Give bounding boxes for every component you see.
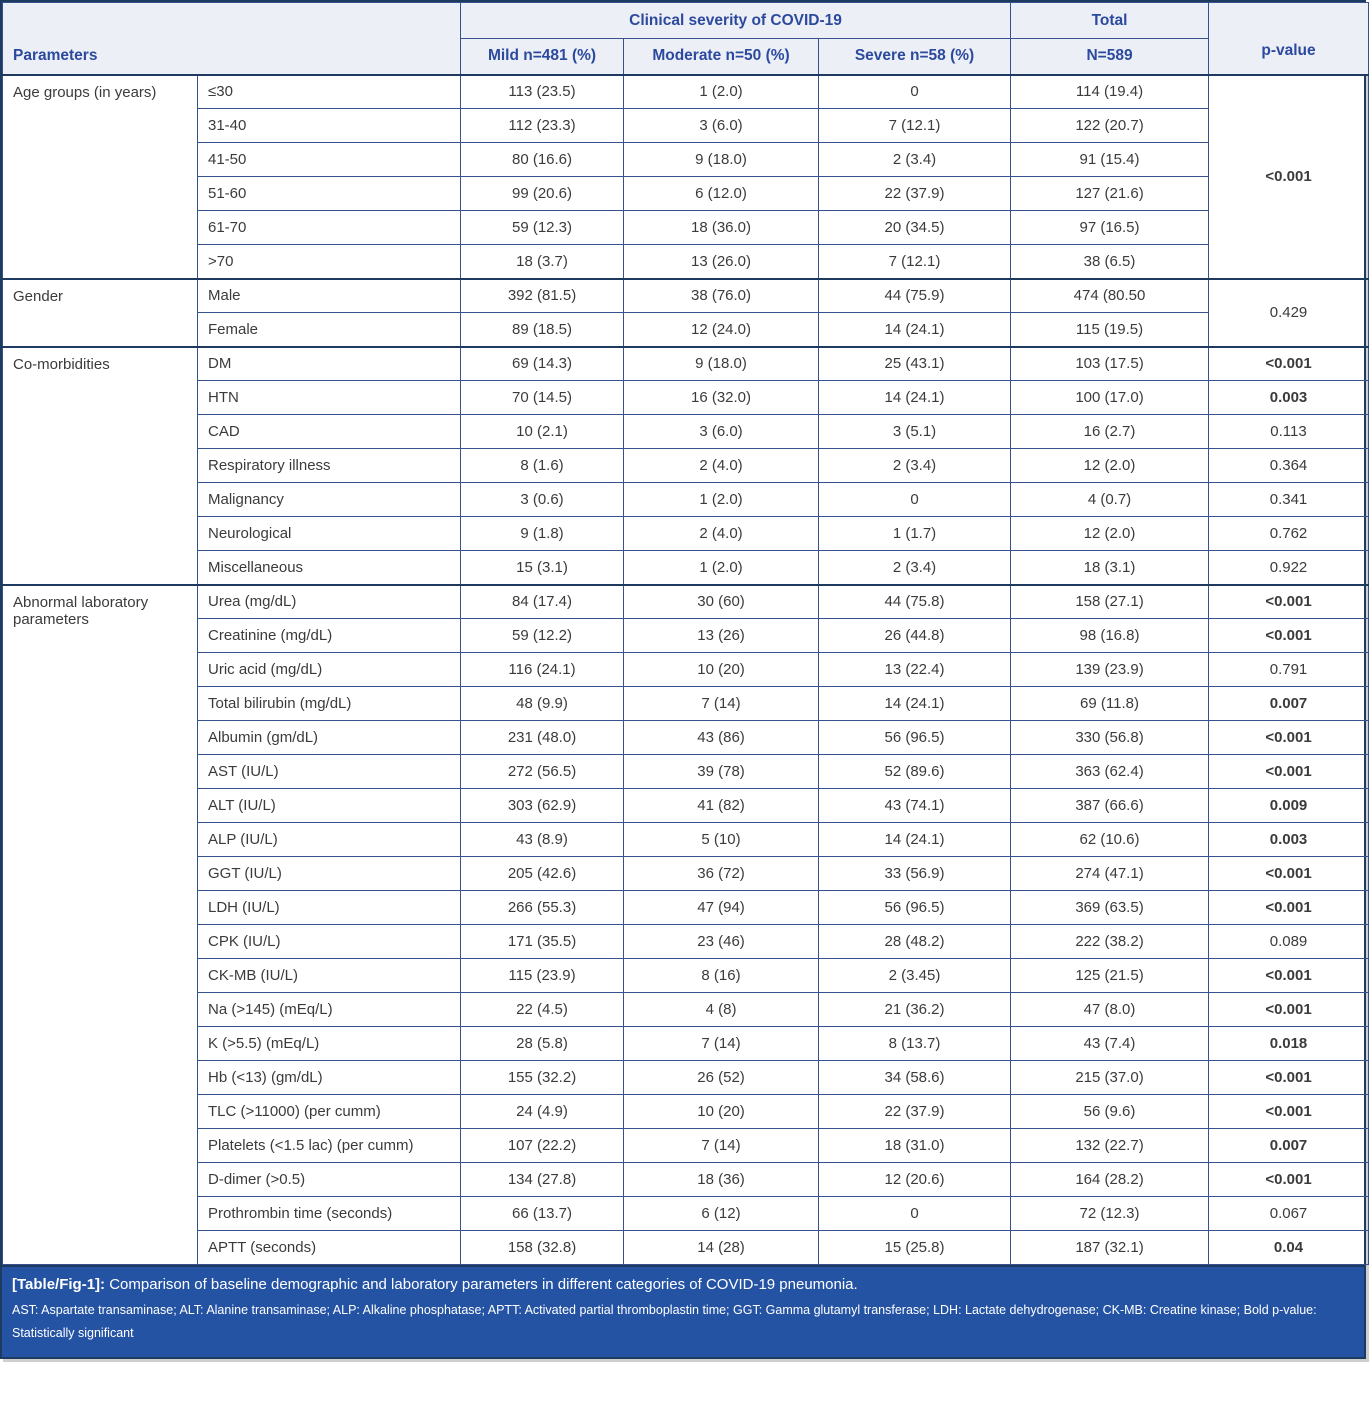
parameter-label: >70 [198, 245, 461, 279]
moderate-value: 43 (86) [624, 721, 819, 755]
severe-value: 2 (3.4) [819, 551, 1011, 585]
pvalue: 0.113 [1209, 415, 1369, 449]
table-caption [12, 1276, 1354, 1293]
total-value: 12 (2.0) [1011, 449, 1209, 483]
table-row [3, 347, 1369, 381]
moderate-value: 13 (26) [624, 619, 819, 653]
pvalue: <0.001 [1209, 959, 1369, 993]
severe-value: 44 (75.9) [819, 279, 1011, 313]
moderate-value: 7 (14) [624, 1129, 819, 1163]
total-value: 115 (19.5) [1011, 313, 1209, 347]
moderate-value: 18 (36) [624, 1163, 819, 1197]
total-value: 4 (0.7) [1011, 483, 1209, 517]
total-value: 47 (8.0) [1011, 993, 1209, 1027]
moderate-value: 26 (52) [624, 1061, 819, 1095]
severe-value: 14 (24.1) [819, 381, 1011, 415]
pvalue: 0.341 [1209, 483, 1369, 517]
pvalue: <0.001 [1209, 1061, 1369, 1095]
parameter-label: Miscellaneous [198, 551, 461, 585]
pvalue: <0.001 [1209, 1095, 1369, 1129]
moderate-value: 12 (24.0) [624, 313, 819, 347]
mild-value: 80 (16.6) [461, 143, 624, 177]
parameter-group-label: Co-morbidities [3, 347, 198, 585]
table-row [3, 789, 1369, 823]
severe-value: 13 (22.4) [819, 653, 1011, 687]
parameter-label: Uric acid (mg/dL) [198, 653, 461, 687]
parameter-label: Platelets (<1.5 lac) (per cumm) [198, 1129, 461, 1163]
severe-value: 25 (43.1) [819, 347, 1011, 381]
moderate-column-header: Moderate n=50 (%) [624, 39, 819, 75]
severe-value: 22 (37.9) [819, 1095, 1011, 1129]
parameter-label: Albumin (gm/dL) [198, 721, 461, 755]
mild-value: 24 (4.9) [461, 1095, 624, 1129]
total-value: 330 (56.8) [1011, 721, 1209, 755]
mild-value: 66 (13.7) [461, 1197, 624, 1231]
moderate-value: 16 (32.0) [624, 381, 819, 415]
severe-value: 7 (12.1) [819, 109, 1011, 143]
parameter-label: Male [198, 279, 461, 313]
moderate-value: 10 (20) [624, 653, 819, 687]
total-value: 139 (23.9) [1011, 653, 1209, 687]
pvalue: 0.009 [1209, 789, 1369, 823]
severe-value: 14 (24.1) [819, 313, 1011, 347]
table-row [3, 143, 1369, 177]
moderate-value: 47 (94) [624, 891, 819, 925]
table-row [3, 415, 1369, 449]
severe-value: 14 (24.1) [819, 823, 1011, 857]
total-value: 56 (9.6) [1011, 1095, 1209, 1129]
moderate-value: 7 (14) [624, 687, 819, 721]
moderate-value: 3 (6.0) [624, 415, 819, 449]
total-value: 164 (28.2) [1011, 1163, 1209, 1197]
parameter-label: GGT (IU/L) [198, 857, 461, 891]
severe-value: 22 (37.9) [819, 177, 1011, 211]
total-header: Total [1011, 3, 1209, 39]
table-row [3, 959, 1369, 993]
moderate-value: 8 (16) [624, 959, 819, 993]
pvalue: 0.04 [1209, 1231, 1369, 1265]
pvalue: 0.922 [1209, 551, 1369, 585]
mild-column-header: Mild n=481 (%) [461, 39, 624, 75]
severe-value: 0 [819, 483, 1011, 517]
mild-value: 158 (32.8) [461, 1231, 624, 1265]
severe-value: 8 (13.7) [819, 1027, 1011, 1061]
severe-value: 0 [819, 1197, 1011, 1231]
total-value: 114 (19.4) [1011, 75, 1209, 109]
moderate-value: 6 (12) [624, 1197, 819, 1231]
severe-value: 33 (56.9) [819, 857, 1011, 891]
mild-value: 8 (1.6) [461, 449, 624, 483]
table-row [3, 211, 1369, 245]
moderate-value: 10 (20) [624, 1095, 819, 1129]
table-row [3, 1095, 1369, 1129]
moderate-value: 7 (14) [624, 1027, 819, 1061]
parameter-label: D-dimer (>0.5) [198, 1163, 461, 1197]
parameter-label: 61-70 [198, 211, 461, 245]
parameter-label: CK-MB (IU/L) [198, 959, 461, 993]
mild-value: 10 (2.1) [461, 415, 624, 449]
table-header [3, 3, 1369, 75]
table-row [3, 279, 1369, 313]
mild-value: 22 (4.5) [461, 993, 624, 1027]
parameter-label: Urea (mg/dL) [198, 585, 461, 619]
table-row [3, 449, 1369, 483]
parameter-label: APTT (seconds) [198, 1231, 461, 1265]
table-caption-label: [Table/Fig-1]: [12, 1276, 106, 1293]
severe-value: 15 (25.8) [819, 1231, 1011, 1265]
table-row [3, 109, 1369, 143]
moderate-value: 39 (78) [624, 755, 819, 789]
table-row [3, 177, 1369, 211]
mild-value: 59 (12.3) [461, 211, 624, 245]
total-value: 387 (66.6) [1011, 789, 1209, 823]
table-row [3, 517, 1369, 551]
mild-value: 48 (9.9) [461, 687, 624, 721]
total-value: 18 (3.1) [1011, 551, 1209, 585]
severe-value: 0 [819, 75, 1011, 109]
total-value: 91 (15.4) [1011, 143, 1209, 177]
moderate-value: 41 (82) [624, 789, 819, 823]
pvalue: 0.791 [1209, 653, 1369, 687]
pvalue: 0.364 [1209, 449, 1369, 483]
mild-value: 70 (14.5) [461, 381, 624, 415]
pvalue: <0.001 [1209, 857, 1369, 891]
pvalue: <0.001 [1209, 75, 1369, 279]
parameter-label: Respiratory illness [198, 449, 461, 483]
parameter-label: Creatinine (mg/dL) [198, 619, 461, 653]
mild-value: 43 (8.9) [461, 823, 624, 857]
severe-value: 28 (48.2) [819, 925, 1011, 959]
severe-value: 56 (96.5) [819, 721, 1011, 755]
mild-value: 272 (56.5) [461, 755, 624, 789]
abbreviations-note: AST: Aspartate transaminase; ALT: Alanine transaminase; ALP: Alkaline phosphatase; APTT: Activated partial thromboplastin time; GGT: Gamma glutamyl transferase; LDH: Lactate dehydrogenase; CK-MB: Creatine kinase; Bold p-value: Statistically significant [12, 1303, 1317, 1341]
severe-value: 1 (1.7) [819, 517, 1011, 551]
table-row [3, 1129, 1369, 1163]
severe-value: 20 (34.5) [819, 211, 1011, 245]
table-row [3, 721, 1369, 755]
total-value: 16 (2.7) [1011, 415, 1209, 449]
mild-value: 392 (81.5) [461, 279, 624, 313]
mild-value: 84 (17.4) [461, 585, 624, 619]
moderate-value: 4 (8) [624, 993, 819, 1027]
moderate-value: 2 (4.0) [624, 517, 819, 551]
table-row [3, 653, 1369, 687]
table-row [3, 755, 1369, 789]
total-value: 274 (47.1) [1011, 857, 1209, 891]
severe-value: 26 (44.8) [819, 619, 1011, 653]
mild-value: 112 (23.3) [461, 109, 624, 143]
total-value: 97 (16.5) [1011, 211, 1209, 245]
moderate-value: 14 (28) [624, 1231, 819, 1265]
severe-value: 52 (89.6) [819, 755, 1011, 789]
pvalue: 0.003 [1209, 823, 1369, 857]
total-value: 98 (16.8) [1011, 619, 1209, 653]
parameter-label: HTN [198, 381, 461, 415]
severe-value: 56 (96.5) [819, 891, 1011, 925]
parameter-label: ALP (IU/L) [198, 823, 461, 857]
moderate-value: 1 (2.0) [624, 75, 819, 109]
table-row [3, 619, 1369, 653]
total-value: 38 (6.5) [1011, 245, 1209, 279]
parameter-label: ≤30 [198, 75, 461, 109]
header-row-1 [3, 3, 1369, 39]
table-row [3, 75, 1369, 109]
comparison-table [2, 2, 1369, 1265]
table-row [3, 245, 1369, 279]
severe-value: 34 (58.6) [819, 1061, 1011, 1095]
table-body [3, 75, 1369, 1265]
mild-value: 303 (62.9) [461, 789, 624, 823]
total-value: 158 (27.1) [1011, 585, 1209, 619]
mild-value: 231 (48.0) [461, 721, 624, 755]
severe-column-header: Severe n=58 (%) [819, 39, 1011, 75]
mild-value: 171 (35.5) [461, 925, 624, 959]
total-value: 100 (17.0) [1011, 381, 1209, 415]
table-row [3, 1231, 1369, 1265]
severe-value: 12 (20.6) [819, 1163, 1011, 1197]
mild-value: 99 (20.6) [461, 177, 624, 211]
table-row [3, 687, 1369, 721]
severe-value: 3 (5.1) [819, 415, 1011, 449]
mild-value: 89 (18.5) [461, 313, 624, 347]
parameters-header: Parameters [3, 3, 461, 75]
table-row [3, 483, 1369, 517]
moderate-value: 36 (72) [624, 857, 819, 891]
moderate-value: 30 (60) [624, 585, 819, 619]
table-row [3, 313, 1369, 347]
parameter-label: 41-50 [198, 143, 461, 177]
table-row [3, 891, 1369, 925]
table-row [3, 551, 1369, 585]
total-value: 69 (11.8) [1011, 687, 1209, 721]
moderate-value: 9 (18.0) [624, 143, 819, 177]
total-value: 103 (17.5) [1011, 347, 1209, 381]
parameter-label: 31-40 [198, 109, 461, 143]
pvalue: 0.762 [1209, 517, 1369, 551]
mild-value: 18 (3.7) [461, 245, 624, 279]
severity-group-header: Clinical severity of COVID-19 [461, 3, 1011, 39]
table-footer [2, 1265, 1364, 1357]
table-row [3, 1197, 1369, 1231]
parameter-group-label: Gender [3, 279, 198, 347]
parameter-label: Hb (<13) (gm/dL) [198, 1061, 461, 1095]
total-value: 132 (22.7) [1011, 1129, 1209, 1163]
severe-value: 14 (24.1) [819, 687, 1011, 721]
parameter-label: 51-60 [198, 177, 461, 211]
moderate-value: 1 (2.0) [624, 483, 819, 517]
severe-value: 21 (36.2) [819, 993, 1011, 1027]
pvalue: 0.018 [1209, 1027, 1369, 1061]
mild-value: 3 (0.6) [461, 483, 624, 517]
table-caption-text: Comparison of baseline demographic and laboratory parameters in different categories of COVID-19 pneumonia. [109, 1276, 858, 1293]
pvalue: <0.001 [1209, 347, 1369, 381]
parameter-label: Na (>145) (mEq/L) [198, 993, 461, 1027]
total-value: 72 (12.3) [1011, 1197, 1209, 1231]
parameter-label: AST (IU/L) [198, 755, 461, 789]
parameter-label: LDH (IU/L) [198, 891, 461, 925]
pvalue: <0.001 [1209, 619, 1369, 653]
pvalue: 0.067 [1209, 1197, 1369, 1231]
severe-value: 7 (12.1) [819, 245, 1011, 279]
mild-value: 205 (42.6) [461, 857, 624, 891]
moderate-value: 18 (36.0) [624, 211, 819, 245]
mild-value: 113 (23.5) [461, 75, 624, 109]
pvalue: <0.001 [1209, 721, 1369, 755]
pvalue: <0.001 [1209, 755, 1369, 789]
mild-value: 266 (55.3) [461, 891, 624, 925]
table-row [3, 1061, 1369, 1095]
total-value: 125 (21.5) [1011, 959, 1209, 993]
parameter-label: Malignancy [198, 483, 461, 517]
moderate-value: 2 (4.0) [624, 449, 819, 483]
severe-value: 18 (31.0) [819, 1129, 1011, 1163]
total-n-header: N=589 [1011, 39, 1209, 75]
total-value: 187 (32.1) [1011, 1231, 1209, 1265]
total-value: 122 (20.7) [1011, 109, 1209, 143]
table-row [3, 993, 1369, 1027]
moderate-value: 5 (10) [624, 823, 819, 857]
parameter-group-label: Abnormal laboratory parameters [3, 585, 198, 1265]
total-value: 62 (10.6) [1011, 823, 1209, 857]
moderate-value: 38 (76.0) [624, 279, 819, 313]
pvalue: <0.001 [1209, 891, 1369, 925]
table-row [3, 381, 1369, 415]
parameter-label: TLC (>11000) (per cumm) [198, 1095, 461, 1129]
moderate-value: 6 (12.0) [624, 177, 819, 211]
mild-value: 115 (23.9) [461, 959, 624, 993]
total-value: 222 (38.2) [1011, 925, 1209, 959]
moderate-value: 13 (26.0) [624, 245, 819, 279]
table-row [3, 1163, 1369, 1197]
pvalue: 0.089 [1209, 925, 1369, 959]
mild-value: 116 (24.1) [461, 653, 624, 687]
table-row [3, 1027, 1369, 1061]
total-value: 474 (80.50 [1011, 279, 1209, 313]
mild-value: 15 (3.1) [461, 551, 624, 585]
mild-value: 28 (5.8) [461, 1027, 624, 1061]
pvalue-header: p-value [1209, 3, 1369, 75]
table-row [3, 585, 1369, 619]
parameter-label: Neurological [198, 517, 461, 551]
moderate-value: 23 (46) [624, 925, 819, 959]
pvalue: <0.001 [1209, 993, 1369, 1027]
table-row [3, 857, 1369, 891]
severe-value: 2 (3.45) [819, 959, 1011, 993]
mild-value: 155 (32.2) [461, 1061, 624, 1095]
pvalue: <0.001 [1209, 585, 1369, 619]
mild-value: 59 (12.2) [461, 619, 624, 653]
total-value: 12 (2.0) [1011, 517, 1209, 551]
pvalue: 0.429 [1209, 279, 1369, 347]
mild-value: 9 (1.8) [461, 517, 624, 551]
parameter-label: Female [198, 313, 461, 347]
pvalue: 0.007 [1209, 687, 1369, 721]
parameter-label: CPK (IU/L) [198, 925, 461, 959]
table-row [3, 925, 1369, 959]
pvalue: <0.001 [1209, 1163, 1369, 1197]
moderate-value: 9 (18.0) [624, 347, 819, 381]
total-value: 127 (21.6) [1011, 177, 1209, 211]
parameter-label: CAD [198, 415, 461, 449]
total-value: 369 (63.5) [1011, 891, 1209, 925]
moderate-value: 3 (6.0) [624, 109, 819, 143]
moderate-value: 1 (2.0) [624, 551, 819, 585]
pvalue: 0.003 [1209, 381, 1369, 415]
severe-value: 43 (74.1) [819, 789, 1011, 823]
parameter-group-label: Age groups (in years) [3, 75, 198, 279]
mild-value: 107 (22.2) [461, 1129, 624, 1163]
total-value: 215 (37.0) [1011, 1061, 1209, 1095]
table-row [3, 823, 1369, 857]
severe-value: 2 (3.4) [819, 449, 1011, 483]
total-value: 363 (62.4) [1011, 755, 1209, 789]
parameter-label: K (>5.5) (mEq/L) [198, 1027, 461, 1061]
total-value: 43 (7.4) [1011, 1027, 1209, 1061]
mild-value: 69 (14.3) [461, 347, 624, 381]
parameter-label: Total bilirubin (mg/dL) [198, 687, 461, 721]
parameter-label: Prothrombin time (seconds) [198, 1197, 461, 1231]
pvalue: 0.007 [1209, 1129, 1369, 1163]
severe-value: 2 (3.4) [819, 143, 1011, 177]
parameter-label: DM [198, 347, 461, 381]
parameter-label: ALT (IU/L) [198, 789, 461, 823]
severe-value: 44 (75.8) [819, 585, 1011, 619]
mild-value: 134 (27.8) [461, 1163, 624, 1197]
